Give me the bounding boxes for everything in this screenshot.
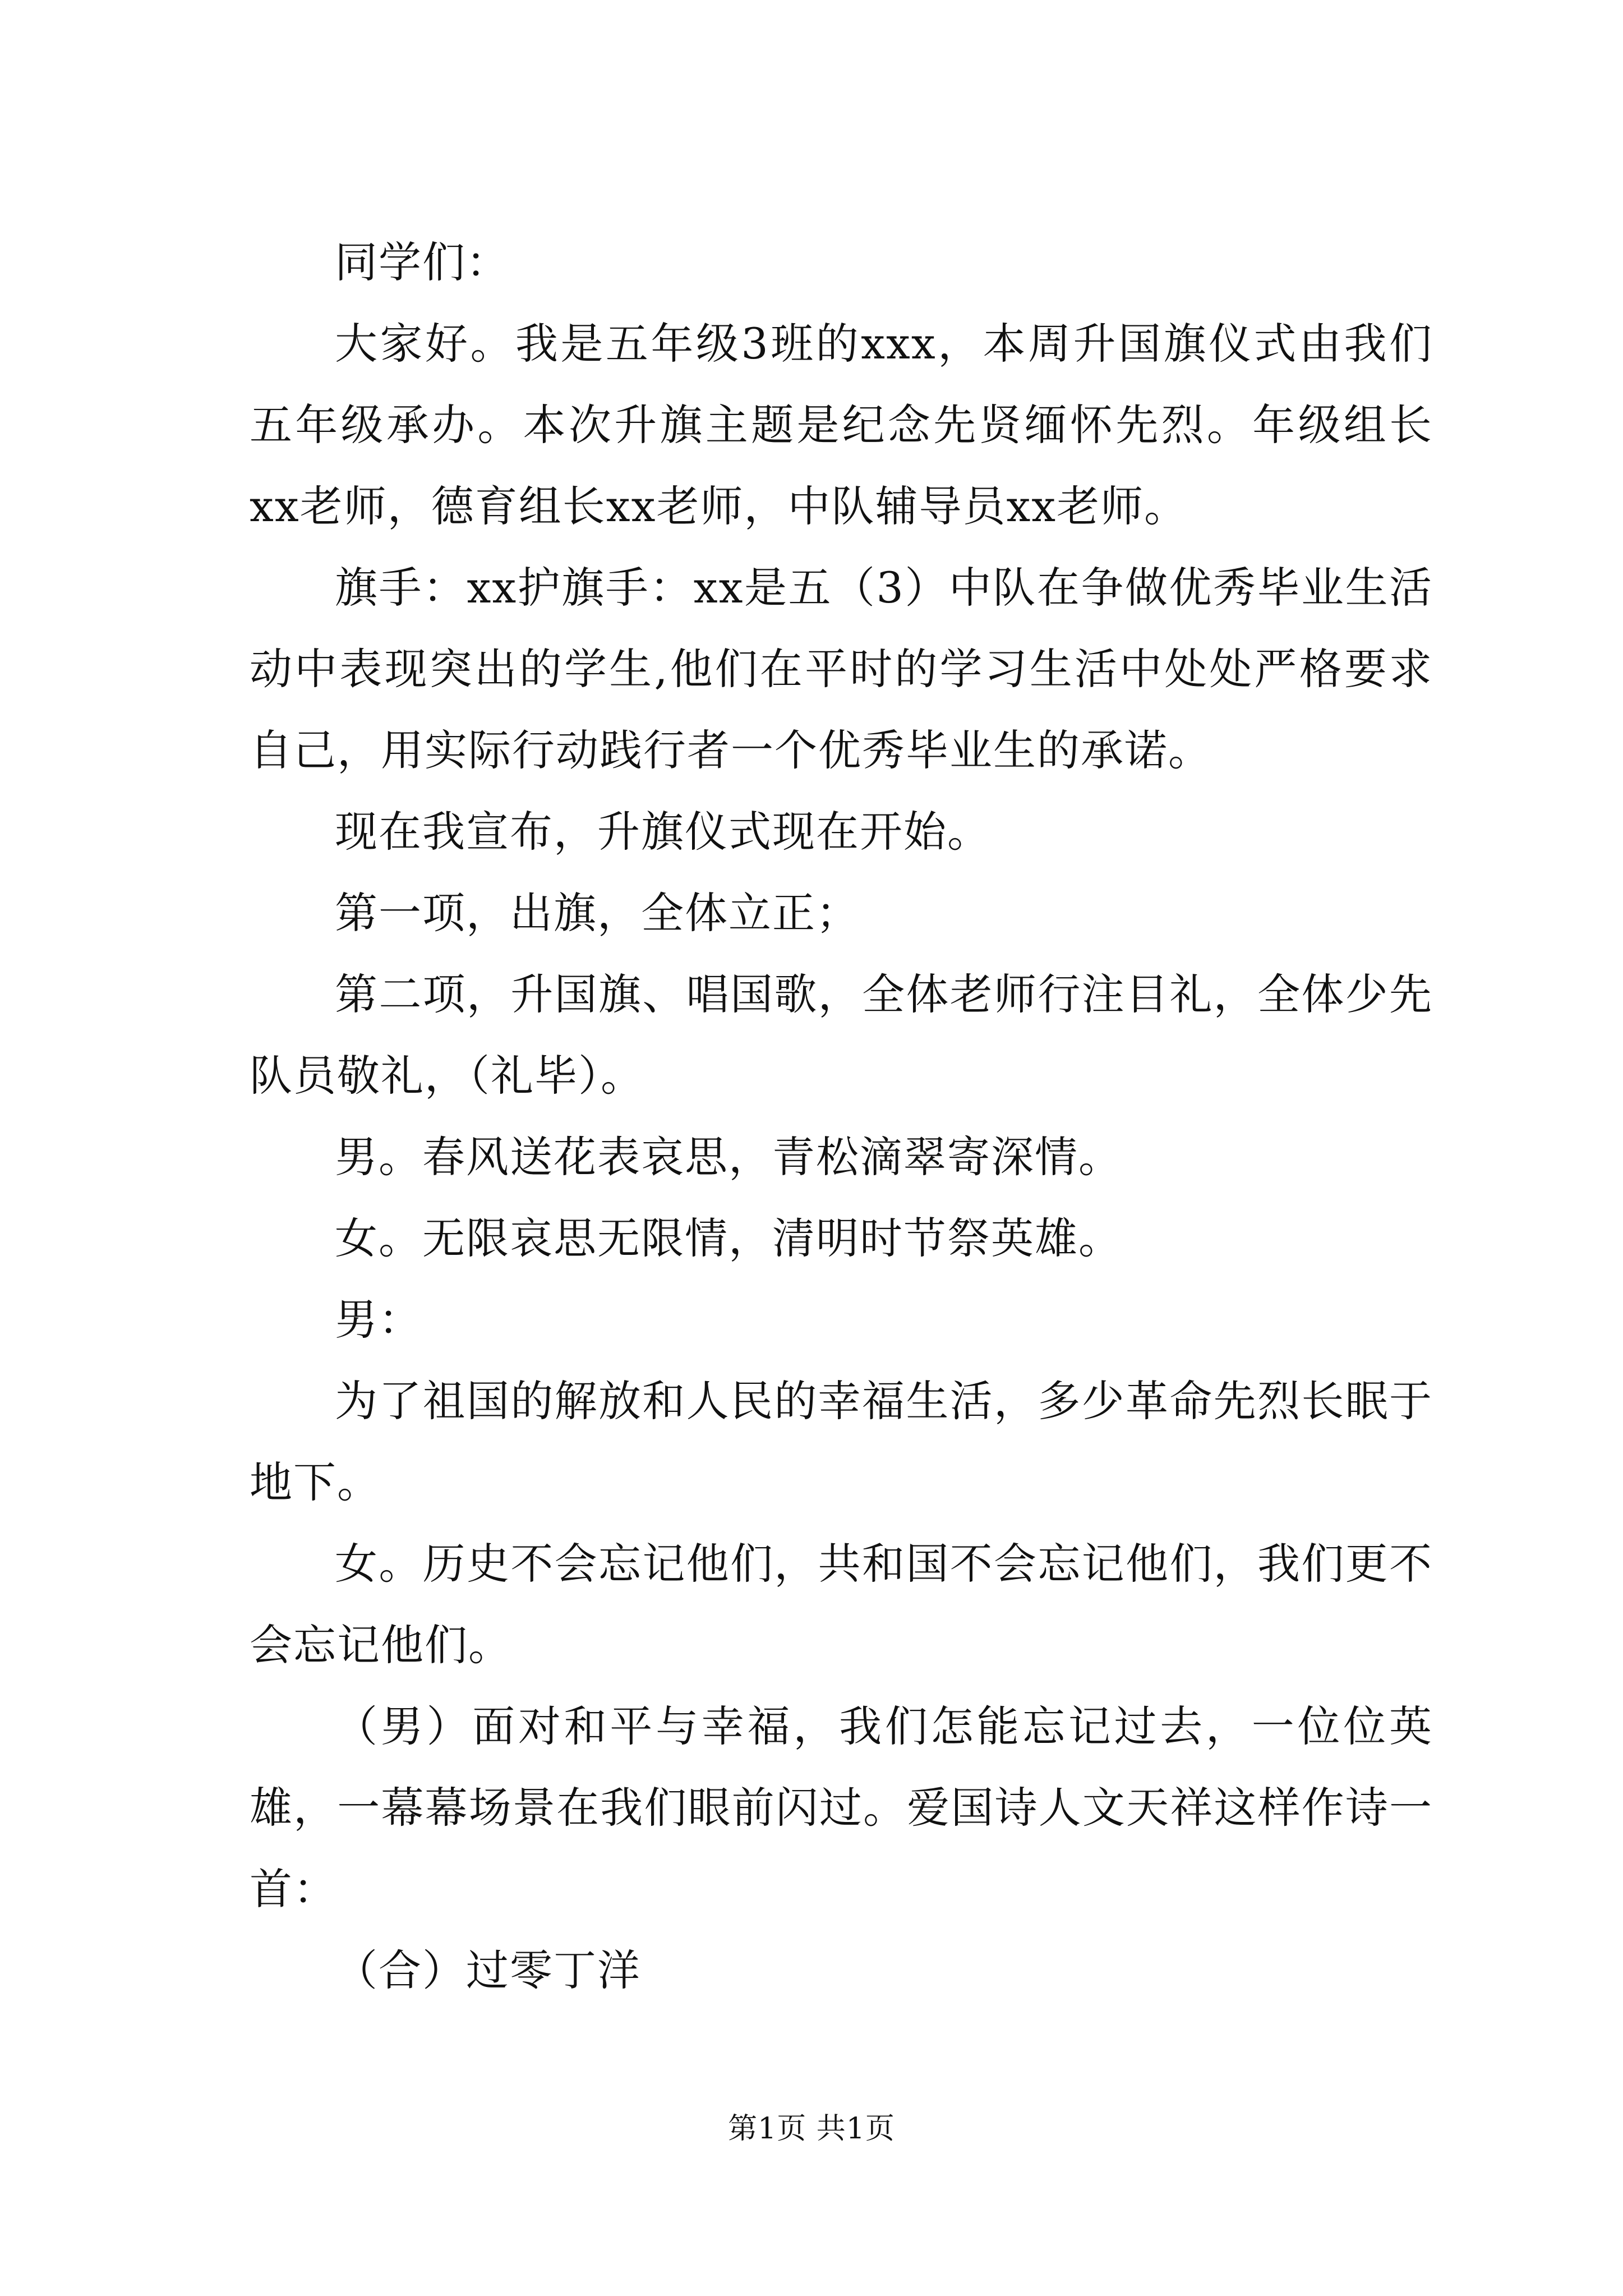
paragraph-item-two: 第二项，升国旗、唱国歌，全体老师行注目礼，全体少先队员敬礼，（礼毕）。	[250, 969, 1433, 1101]
paragraph-male-line-2: 为了祖国的解放和人民的幸福生活，多少革命先烈长眠于地下。	[250, 1376, 1433, 1507]
paragraph-introduction: 大家好。我是五年级3班的xxx，本周升国旗仪式由我们五年级承办。本次升旗主题是纪念先贤缅怀先烈。年级组长xx老师，德育组长xx老师，中队辅导员xx老师。	[250, 319, 1433, 531]
paragraph-item-one: 第一项，出旗，全体立正；	[335, 888, 860, 938]
paragraph-female-line-1: 女。无限哀思无限情，清明时节祭英雄。	[335, 1213, 1122, 1263]
paragraph-male-label: 男：	[335, 1295, 422, 1345]
paragraph-chorus-title: （合）过零丁洋	[335, 1945, 641, 1995]
paragraph-male-line-1: 男。春风送花表哀思，青松滴翠寄深情。	[335, 1132, 1122, 1182]
paragraph-announcement: 现在我宣布，升旗仪式现在开始。	[335, 807, 991, 857]
page-number-footer: 第1页 共1页	[728, 2112, 895, 2146]
paragraph-flag-bearers: 旗手：xx护旗手：xx是五（3）中队在争做优秀毕业生活动中表现突出的学生,他们在平时的学习生活中处处严格要求自己，用实际行动践行者一个优秀毕业生的承诺。	[250, 563, 1433, 775]
paragraph-male-line-3: （男）面对和平与幸福，我们怎能忘记过去，一位位英雄，一幕幕场景在我们眼前闪过。爱国诗人文天祥这样作诗一首：	[250, 1701, 1433, 1914]
document-body	[250, 222, 1433, 2011]
paragraph-female-line-2: 女。历史不会忘记他们，共和国不会忘记他们，我们更不会忘记他们。	[250, 1539, 1433, 1670]
paragraph-greeting: 同学们：	[335, 237, 510, 287]
